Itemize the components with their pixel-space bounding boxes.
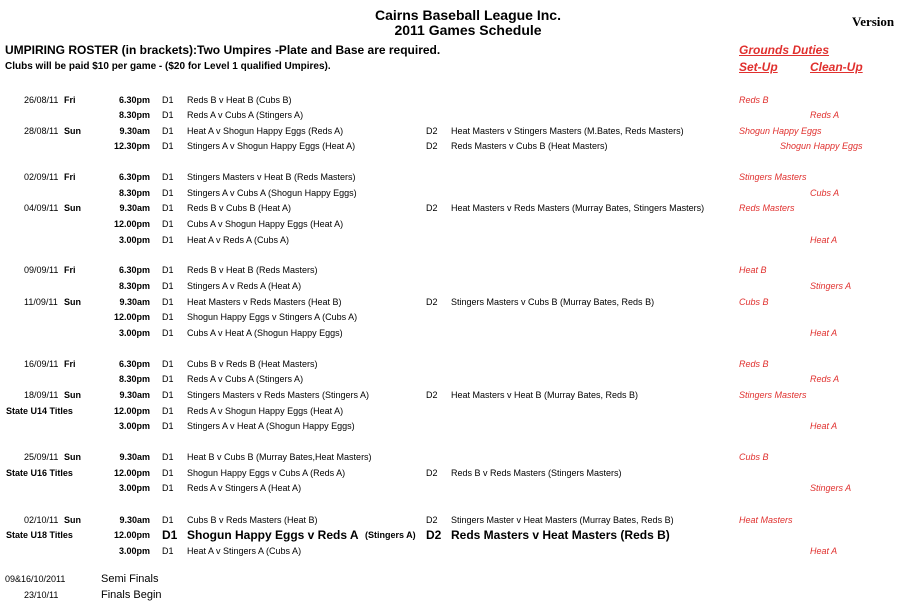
game-time: 9.30am [119, 126, 150, 136]
division-1-game: Heat A v Stingers A (Cubs A) [187, 546, 302, 556]
game-time: 12.00pm [113, 468, 150, 478]
division-1-game: Shogun Happy Eggs v Cubs A (Reds A) [187, 468, 346, 478]
division-2-game: Reds Masters v Heat Masters (Reds B) [451, 528, 670, 542]
game-time: 3.00pm [118, 421, 150, 431]
umpiring-note: UMPIRING ROSTER (in brackets):Two Umpires -Plate and Base are required. [5, 43, 441, 57]
division-1-label: D1 [162, 468, 174, 478]
division-2-game: Stingers Masters v Cubs B (Murray Bates, Reds B) [451, 297, 655, 307]
division-1-label: D1 [162, 328, 174, 338]
setup-club: Heat B [739, 265, 767, 275]
setup-club: Reds B [739, 95, 769, 105]
cleanup-club: Heat A [810, 328, 838, 338]
row-day: Sun [64, 126, 81, 136]
division-1-game: Stingers Masters v Reds Masters (Stingers A) [187, 390, 370, 400]
game-time: 8.30pm [118, 374, 150, 384]
row-date: 16/09/11 [24, 359, 59, 369]
cleanup-club: Heat A [810, 546, 838, 556]
game-time: 9.30am [119, 390, 150, 400]
row-note: State U14 Titles [6, 406, 73, 416]
division-1-umpire: (Stingers A) [365, 530, 416, 540]
division-2-game: Reds Masters v Cubs B (Heat Masters) [451, 141, 608, 151]
division-1-label: D1 [162, 374, 174, 384]
division-1-label: D1 [162, 390, 174, 400]
division-1-game: Stingers A v Cubs A (Shogun Happy Eggs) [187, 188, 357, 198]
row-date: 11/09/11 [24, 297, 58, 307]
row-day: Sun [64, 203, 81, 213]
cleanup-club: Stingers A [810, 281, 852, 291]
division-2-label: D2 [426, 126, 438, 136]
league-title: Cairns Baseball League Inc. [375, 7, 561, 23]
game-time: 3.00pm [118, 328, 150, 338]
division-2-game: Heat Masters v Reds Masters (Murray Bates, Stingers Masters) [451, 203, 705, 213]
division-2-label: D2 [426, 203, 438, 213]
row-date: 04/09/11 [24, 203, 59, 213]
division-1-game: Cubs B v Reds B (Heat Masters) [187, 359, 318, 369]
setup-club: Cubs B [739, 452, 769, 462]
schedule-row [0, 200, 903, 216]
division-2-label: D2 [426, 515, 438, 525]
division-1-game: Reds B v Heat B (Cubs B) [187, 95, 292, 105]
division-1-game: Reds A v Shogun Happy Eggs (Heat A) [187, 406, 344, 416]
division-1-label: D1 [162, 359, 174, 369]
division-1-label: D1 [162, 421, 174, 431]
schedule-row [0, 449, 903, 465]
game-time: 3.00pm [118, 235, 150, 245]
setup-club: Shogun Happy Eggs [739, 126, 822, 136]
division-1-label: D1 [162, 188, 174, 198]
division-1-game: Shogun Happy Eggs v Stingers A (Cubs A) [187, 312, 358, 322]
row-date: 25/09/11 [24, 452, 59, 462]
division-1-label: D1 [162, 203, 174, 213]
row-day: Sun [64, 452, 81, 462]
division-1-game: Reds B v Cubs B (Heat A) [187, 203, 292, 213]
row-day: Sun [64, 515, 81, 525]
game-time: 9.30am [119, 203, 150, 213]
schedule-row [0, 232, 903, 248]
schedule-row [0, 418, 903, 434]
row-note: State U16 Titles [6, 468, 73, 478]
division-1-label: D1 [162, 235, 174, 245]
schedule-row [0, 356, 903, 372]
row-date: 28/08/11 [24, 126, 59, 136]
schedule-row [0, 527, 903, 543]
division-1-label: D1 [162, 546, 174, 556]
game-time: 8.30pm [118, 110, 150, 120]
row-day: Fri [64, 359, 76, 369]
division-2-label: D2 [426, 390, 438, 400]
division-1-label: D1 [162, 452, 174, 462]
row-day: Sun [64, 390, 81, 400]
game-time: 9.30am [119, 452, 150, 462]
cleanup-club: Cubs A [810, 188, 840, 198]
cleanup-club: Reds A [810, 110, 840, 120]
schedule-row [0, 387, 903, 403]
cleanup-heading: Clean-Up [810, 60, 863, 74]
row-day: Fri [64, 172, 76, 182]
game-time: 6.30pm [118, 359, 150, 369]
division-1-game: Stingers Masters v Heat B (Reds Masters) [187, 172, 356, 182]
division-1-game: Reds A v Stingers A (Heat A) [187, 483, 302, 493]
game-time: 8.30pm [118, 281, 150, 291]
row-date: 02/10/11 [24, 515, 59, 525]
division-1-label: D1 [162, 515, 174, 525]
division-1-game: Stingers A v Reds A (Heat A) [187, 281, 302, 291]
division-2-label: D2 [426, 528, 442, 542]
row-date: 18/09/11 [24, 390, 59, 400]
division-1-game: Heat A v Shogun Happy Eggs (Reds A) [187, 126, 344, 136]
setup-club: Heat Masters [739, 515, 793, 525]
schedule-row [0, 325, 903, 341]
game-time: 12.00pm [113, 530, 150, 540]
schedule-row [0, 123, 903, 139]
game-time: 9.30am [119, 297, 150, 307]
game-time: 12.00pm [113, 312, 150, 322]
grounds-duties-heading: Grounds Duties [739, 43, 830, 57]
cleanup-club: Reds A [810, 374, 840, 384]
setup-club: Reds Masters [739, 203, 795, 213]
division-1-label: D1 [162, 141, 174, 151]
row-date: 26/08/11 [24, 95, 59, 105]
game-time: 6.30pm [118, 95, 150, 105]
schedule-row [0, 278, 903, 294]
division-1-game: Cubs B v Reds Masters (Heat B) [187, 515, 318, 525]
setup-club: Stingers Masters [739, 390, 807, 400]
division-1-game: Stingers A v Heat A (Shogun Happy Eggs) [187, 421, 355, 431]
version-label: Version [852, 14, 895, 29]
setup-club: Reds B [739, 359, 769, 369]
finals-label: Semi Finals [101, 573, 159, 585]
division-1-game: Shogun Happy Eggs v Reds A [187, 528, 359, 542]
finals-label: Finals Begin [101, 589, 162, 601]
schedule-row [0, 92, 903, 108]
row-date: 02/09/11 [24, 172, 59, 182]
schedule-title: 2011 Games Schedule [394, 22, 542, 38]
game-time: 6.30pm [118, 172, 150, 182]
schedule-row [0, 294, 903, 310]
division-2-game: Reds B v Reds Masters (Stingers Masters) [451, 468, 622, 478]
row-day: Fri [64, 265, 76, 275]
setup-club: Stingers Masters [739, 172, 807, 182]
schedule-row [0, 512, 903, 528]
schedule-row [0, 403, 903, 419]
schedule-row [0, 543, 903, 559]
division-1-label: D1 [162, 265, 174, 275]
division-1-game: Reds B v Heat B (Reds Masters) [187, 265, 318, 275]
game-time: 3.00pm [118, 546, 150, 556]
division-1-label: D1 [162, 528, 178, 542]
game-time: 12.00pm [113, 219, 150, 229]
division-2-game: Stingers Master v Heat Masters (Murray Bates, Reds B) [451, 515, 674, 525]
finals-date: 09&16/10/2011 [5, 574, 66, 584]
division-1-label: D1 [162, 110, 174, 120]
division-1-label: D1 [162, 483, 174, 493]
division-1-game: Cubs A v Shogun Happy Eggs (Heat A) [187, 219, 344, 229]
schedule-row [0, 371, 903, 387]
division-1-label: D1 [162, 281, 174, 291]
division-2-label: D2 [426, 297, 438, 307]
division-1-game: Heat Masters v Reds Masters (Heat B) [187, 297, 342, 307]
division-1-game: Reds A v Cubs A (Stingers A) [187, 374, 304, 384]
division-1-game: Stingers A v Shogun Happy Eggs (Heat A) [187, 141, 356, 151]
cleanup-club: Heat A [810, 421, 838, 431]
game-time: 12.00pm [113, 406, 150, 416]
division-1-label: D1 [162, 172, 174, 182]
schedule-row [0, 185, 903, 201]
cleanup-club: Heat A [810, 235, 838, 245]
division-1-label: D1 [162, 312, 174, 322]
schedule-row [0, 309, 903, 325]
division-2-game: Heat Masters v Stingers Masters (M.Bates, Reds Masters) [451, 126, 684, 136]
schedule-row [0, 107, 903, 123]
division-1-label: D1 [162, 95, 174, 105]
schedule-row [0, 480, 903, 496]
cleanup-club: Stingers A [810, 483, 852, 493]
schedule-row [0, 138, 903, 154]
division-1-label: D1 [162, 219, 174, 229]
row-day: Sun [64, 297, 81, 307]
division-1-game: Reds A v Cubs A (Stingers A) [187, 110, 304, 120]
division-2-label: D2 [426, 141, 438, 151]
cleanup-club: Shogun Happy Eggs [780, 141, 863, 151]
division-1-label: D1 [162, 406, 174, 416]
game-time: 12.30pm [113, 141, 150, 151]
finals-date: 23/10/11 [24, 590, 59, 600]
schedule-row [0, 169, 903, 185]
division-1-label: D1 [162, 126, 174, 136]
division-2-label: D2 [426, 468, 438, 478]
row-day: Fri [64, 95, 76, 105]
division-1-game: Heat A v Reds A (Cubs A) [187, 235, 290, 245]
game-time: 3.00pm [118, 483, 150, 493]
payment-note: Clubs will be paid $10 per game - ($20 for Level 1 qualified Umpires). [5, 61, 331, 72]
division-1-label: D1 [162, 297, 174, 307]
schedule-row [0, 216, 903, 232]
division-1-game: Cubs A v Heat A (Shogun Happy Eggs) [187, 328, 343, 338]
division-1-game: Heat B v Cubs B (Murray Bates,Heat Masters) [187, 452, 372, 462]
row-note: State U18 Titles [6, 530, 73, 540]
row-date: 09/09/11 [24, 265, 59, 275]
game-time: 8.30pm [118, 188, 150, 198]
setup-heading: Set-Up [739, 60, 778, 74]
schedule-row [0, 262, 903, 278]
game-time: 9.30am [119, 515, 150, 525]
setup-club: Cubs B [739, 297, 769, 307]
division-2-game: Heat Masters v Heat B (Murray Bates, Reds B) [451, 390, 639, 400]
game-time: 6.30pm [118, 265, 150, 275]
schedule-row [0, 465, 903, 481]
